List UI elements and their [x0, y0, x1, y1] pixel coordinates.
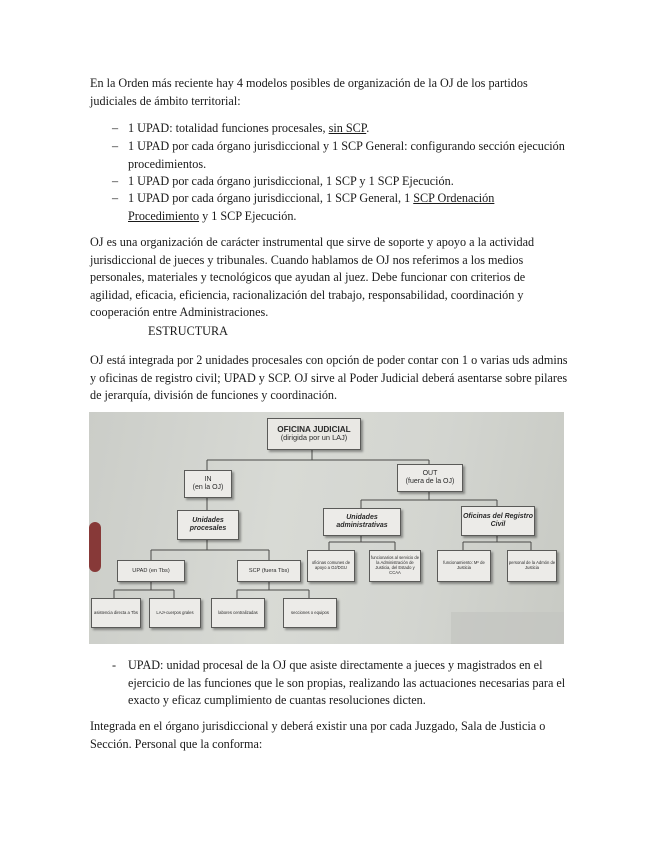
asistencia-box: asistencia directa a Tbs [91, 598, 141, 628]
intro-paragraph: En la Orden más reciente hay 4 modelos posibles de organización de la OJ de los partidos judiciales de ámbito territorial: [90, 76, 528, 108]
funcionamiento-box: funcionamiento: Mº de Justicia [437, 550, 491, 582]
model-item-3: – 1 UPAD por cada órgano jurisdiccional, 1 SCP y 1 SCP Ejecución. [112, 174, 454, 188]
red-object [89, 522, 101, 572]
out-box: OUT (fuera de la OJ) [397, 464, 463, 492]
final-paragraph: Integrada en el órgano jurisdiccional y deberá existir una por cada Juzgado, Sala de Justicia o Sección. Personal que la conforma: [90, 719, 546, 751]
definition-paragraph: OJ es una organización de carácter instrumental que sirve de soporte y apoyo a la actividad jurisdiccional de jueces y tribunales. Cuando hablamos de OJ nos referimos a los medios personales, materiales y tecnológicos que ayudan al juez. Debe funcionar con criterios de agilidad, eficacia, eficiencia, racionalización del trabajo, responsabilidad, coordinación y cooperación entre Administraciones. [90, 235, 535, 320]
lajs-box: LAJ+cuerpos grales [149, 598, 201, 628]
oficinas-comunes-box: oficinas comunes de apoyo a OJ/DGU [307, 550, 355, 582]
org-chart-photo [89, 412, 564, 644]
scp-box: SCP (fuera Tbs) [237, 560, 301, 582]
unidades-procesales-box: Unidades procesales [177, 510, 239, 540]
labores-box: labores centralizadas [211, 598, 265, 628]
upad-box: UPAD (en Tbs) [117, 560, 185, 582]
upad-bullet: - UPAD: unidad procesal de la OJ que asiste directamente a jueces y magistrados en el ejercicio de las funciones que le son propias, realizando las actuaciones necesarias para el exacto y eficaz cumplimiento de cuantas resoluciones dicten. [112, 658, 566, 708]
personal-box: personal de la Admón de Justicia [507, 550, 557, 582]
model-item-2: – 1 UPAD por cada órgano jurisdiccional y 1 SCP General: configurando sección ejecución procedimientos. [112, 139, 565, 171]
section-heading: ESTRUCTURA [148, 324, 228, 338]
structure-paragraph: OJ está integrada por 2 unidades procesales con opción de poder contar con 1 o varias uds admins y oficinas de registro civil; UPAD y SCP. OJ sirve al Poder Judicial deberá asentarse sobre pilares de jerarquía, división de funciones y coordinación. [90, 353, 568, 403]
sin-scp-link: sin SCP [328, 121, 367, 135]
model-item-4: – 1 UPAD por cada órgano jurisdiccional, 1 SCP General, 1 SCP Ordenación Procedimiento y 1 SCP Ejecución. [112, 191, 495, 223]
model-item-1: – 1 UPAD: totalidad funciones procesales, sin SCP. [112, 121, 370, 135]
registro-civil-box: Oficinas del Registro Civil [461, 506, 535, 536]
funcionarios-box: funcionarios al servicio de la Administración de Justicia, del Estado y CCAA [369, 550, 421, 582]
secciones-box: secciones o equipos [283, 598, 337, 628]
in-box: IN (en la OJ) [184, 470, 232, 498]
oficina-judicial-box: OFICINA JUDICIAL (dirigida por un LAJ) [267, 418, 361, 450]
scp-ordenacion-link: SCP Ordenación Procedimiento [128, 191, 495, 223]
unidades-administrativas-box: Unidades administrativas [323, 508, 401, 536]
